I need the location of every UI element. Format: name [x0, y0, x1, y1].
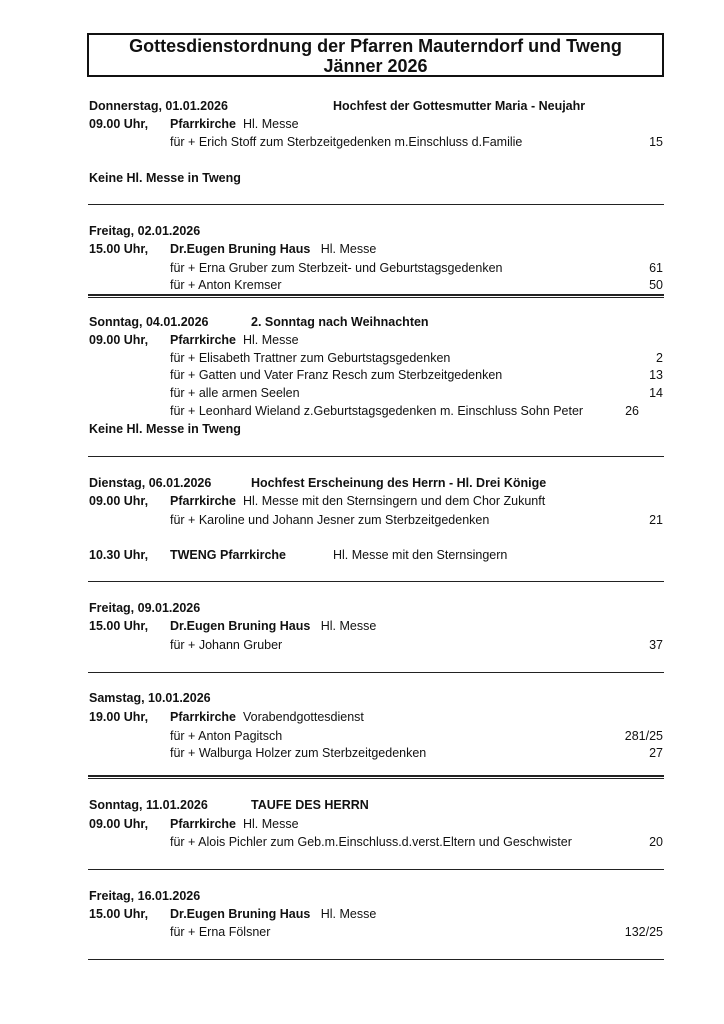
service-place: Pfarrkirche	[170, 817, 237, 831]
service-time: 09.00 Uhr,	[89, 817, 149, 831]
service-type: Hl. Messe mit den Sternsingern und dem Chor Zukunft	[242, 494, 546, 508]
intention-row	[89, 923, 663, 941]
divider	[88, 672, 664, 673]
double-divider	[88, 294, 664, 298]
feast-name: TAUFE DES HERRN	[251, 798, 369, 812]
intention-row	[89, 402, 663, 420]
service-row	[89, 115, 663, 133]
day-header	[89, 599, 663, 617]
service-row	[89, 492, 663, 510]
service-time: 09.00 Uhr,	[89, 117, 149, 131]
divider	[88, 869, 664, 870]
day-header	[89, 222, 663, 240]
service-type: Hl. Messe mit den Sternsingern	[333, 548, 508, 562]
service-type: Hl. Messe	[242, 117, 299, 131]
day-header	[89, 689, 663, 707]
day-date: Freitag, 09.01.2026	[89, 601, 201, 615]
intention-number: 50	[649, 278, 663, 292]
intention-text: für + Walburga Holzer zum Sterbzeitgedenken	[170, 746, 427, 760]
service-type: Hl. Messe	[320, 907, 377, 921]
intention-number: 281/25	[624, 729, 663, 743]
service-time: 19.00 Uhr,	[89, 710, 149, 724]
intention-text: für + Leonhard Wieland z.Geburtstagsgedenken m. Einschluss Sohn Peter	[170, 404, 584, 418]
document-title-box	[87, 33, 664, 77]
day-date: Donnerstag, 01.01.2026	[89, 99, 228, 113]
intention-row	[89, 276, 663, 294]
day-date: Freitag, 02.01.2026	[89, 224, 201, 238]
day-date: Sonntag, 04.01.2026	[89, 315, 209, 329]
service-place: Pfarrkirche	[170, 710, 237, 724]
service-place: Pfarrkirche	[170, 494, 237, 508]
divider	[88, 581, 664, 582]
day-note: Keine Hl. Messe in Tweng	[89, 422, 241, 436]
service-type: Hl. Messe	[320, 242, 377, 256]
service-place: Pfarrkirche	[170, 333, 237, 347]
day-header	[89, 97, 663, 115]
service-type: Hl. Messe	[242, 817, 299, 831]
day-header	[89, 796, 663, 814]
intention-text: für + Erna Gruber zum Sterbzeit- und Geburtstagsgedenken	[170, 261, 503, 275]
intention-row	[89, 259, 663, 277]
divider	[88, 204, 664, 205]
service-time: 09.00 Uhr,	[89, 494, 149, 508]
intention-number: 21	[649, 513, 663, 527]
service-row	[89, 708, 663, 726]
intention-row	[89, 366, 663, 384]
service-type: Vorabendgottesdienst	[242, 710, 364, 724]
intention-number: 13	[649, 368, 663, 382]
service-row	[89, 905, 663, 923]
document-subtitle: Jänner 2026	[323, 56, 428, 76]
intention-row	[89, 744, 663, 762]
service-place: Pfarrkirche	[170, 117, 237, 131]
service-place: Dr.Eugen Bruning Haus	[170, 619, 311, 633]
service-time: 15.00 Uhr,	[89, 619, 149, 633]
day-date: Samstag, 10.01.2026	[89, 691, 211, 705]
intention-text: für + Alois Pichler zum Geb.m.Einschluss.d.verst.Eltern und Geschwister	[170, 835, 572, 849]
intention-text: für + Johann Gruber	[170, 638, 283, 652]
intention-text: für + Erich Stoff zum Sterbzeitgedenken m.Einschluss d.Familie	[170, 135, 523, 149]
day-header	[89, 313, 663, 331]
intention-number: 27	[649, 746, 663, 760]
intention-row	[89, 133, 663, 151]
service-place: TWENG Pfarrkirche	[170, 548, 287, 562]
service-place: Dr.Eugen Bruning Haus	[170, 907, 311, 921]
feast-name: Hochfest der Gottesmutter Maria - Neujahr	[333, 99, 586, 113]
feast-name: Hochfest Erscheinung des Herrn - Hl. Drei Könige	[251, 476, 547, 490]
intention-text: für + Karoline und Johann Jesner zum Sterbzeitgedenken	[170, 513, 490, 527]
day-date: Dienstag, 06.01.2026	[89, 476, 212, 490]
intention-row	[89, 833, 663, 851]
day-date: Freitag, 16.01.2026	[89, 889, 201, 903]
service-type: Hl. Messe	[242, 333, 299, 347]
intention-text: für + Anton Kremser	[170, 278, 282, 292]
double-divider	[88, 775, 664, 779]
service-time: 10.30 Uhr,	[89, 548, 149, 562]
divider	[88, 456, 664, 457]
intention-row	[89, 349, 663, 367]
intention-number: 61	[649, 261, 663, 275]
divider	[88, 959, 664, 960]
service-row	[89, 546, 663, 564]
service-time: 09.00 Uhr,	[89, 333, 149, 347]
intention-number: 2	[656, 351, 663, 365]
day-header	[89, 474, 663, 492]
document-title: Gottesdienstordnung der Pfarren Mauterndorf und Tweng	[129, 36, 622, 56]
intention-text: für + alle armen Seelen	[170, 386, 300, 400]
day-note: Keine Hl. Messe in Tweng	[89, 171, 241, 185]
service-row	[89, 617, 663, 635]
intention-row	[89, 636, 663, 654]
feast-name: 2. Sonntag nach Weihnachten	[251, 315, 429, 329]
day-header	[89, 887, 663, 905]
intention-text: für + Anton Pagitsch	[170, 729, 283, 743]
service-row	[89, 240, 663, 258]
intention-text: für + Erna Fölsner	[170, 925, 271, 939]
intention-text: für + Gatten und Vater Franz Resch zum Sterbzeitgedenken	[170, 368, 503, 382]
intention-number: 20	[649, 835, 663, 849]
intention-row	[89, 727, 663, 745]
service-row	[89, 331, 663, 349]
service-time: 15.00 Uhr,	[89, 242, 149, 256]
service-row	[89, 815, 663, 833]
intention-number: 15	[649, 135, 663, 149]
service-time: 15.00 Uhr,	[89, 907, 149, 921]
intention-number: 26	[625, 404, 639, 418]
intention-text: für + Elisabeth Trattner zum Geburtstagsgedenken	[170, 351, 451, 365]
service-type: Hl. Messe	[320, 619, 377, 633]
intention-number: 14	[649, 386, 663, 400]
intention-number: 37	[649, 638, 663, 652]
day-date: Sonntag, 11.01.2026	[89, 798, 208, 812]
intention-number: 132/25	[624, 925, 663, 939]
service-place: Dr.Eugen Bruning Haus	[170, 242, 311, 256]
intention-row	[89, 384, 663, 402]
intention-row	[89, 511, 663, 529]
